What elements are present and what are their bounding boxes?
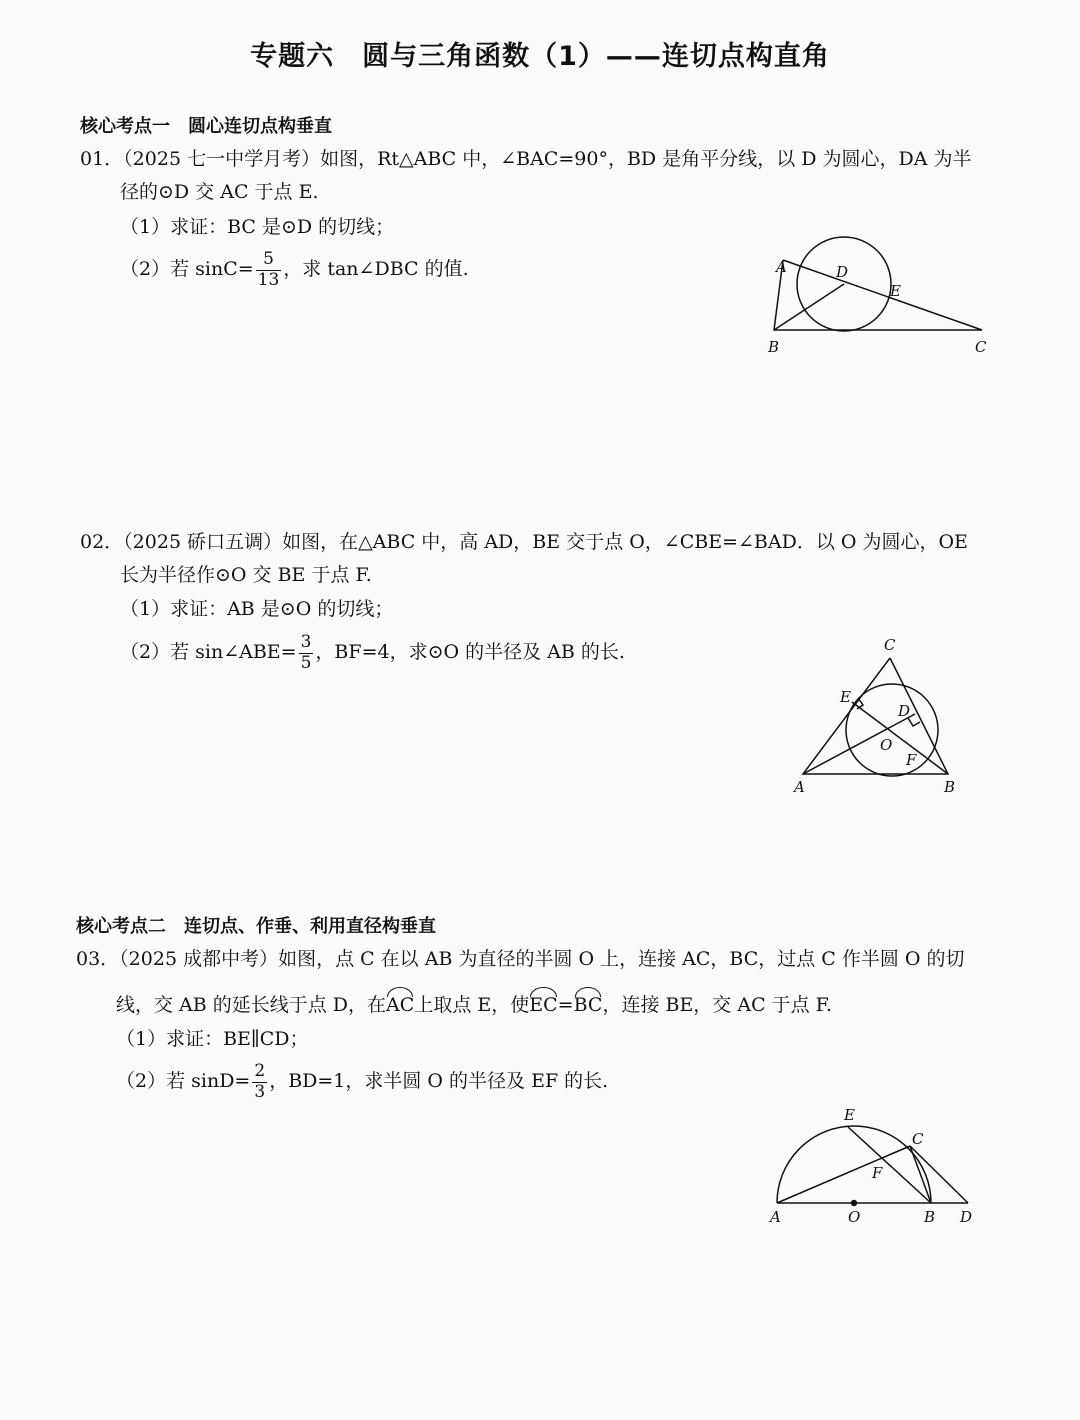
problem-1-figure bbox=[760, 230, 1000, 360]
label-b: B bbox=[944, 778, 956, 796]
circle-o bbox=[846, 684, 938, 776]
arc-bc: BC bbox=[573, 994, 603, 1016]
label-e: E bbox=[844, 1106, 855, 1124]
arc-ac: AC bbox=[386, 994, 415, 1016]
fraction-numerator: 2 bbox=[254, 1061, 266, 1081]
label-d: D bbox=[836, 263, 849, 281]
label-o: O bbox=[848, 1208, 861, 1226]
fraction-denominator: 13 bbox=[257, 269, 280, 290]
problem-1-stem-line2: 径的⊙D 交 AC 于点 E. bbox=[120, 181, 319, 203]
problem-2-q2-suffix: ，BF=4，求⊙O 的半径及 AB 的长. bbox=[315, 641, 625, 664]
segment-bc bbox=[910, 1146, 931, 1203]
problem-3-stem-line1: 03．（2025 成都中考）如图，点 C 在以 AB 为直径的半圆 O 上，连接 AC，BC，过点 C 作半圆 O 的切 bbox=[76, 948, 965, 970]
label-e: E bbox=[890, 282, 901, 300]
problem-3-question-1: （1）求证：BE∥CD； bbox=[116, 1028, 309, 1050]
equals-sign: = bbox=[557, 994, 574, 1016]
label-f: F bbox=[872, 1164, 883, 1182]
problem-3-line2-part-b: 上取点 E，使 bbox=[414, 994, 530, 1016]
problem-3-line2-part-c: ，连接 BE，交 AC 于点 F. bbox=[602, 994, 832, 1016]
label-b: B bbox=[768, 338, 780, 356]
problem-2-stem-line1: 02．（2025 硚口五调）如图，在△ABC 中，高 AD，BE 交于点 O，∠CBE=∠BAD．以 O 为圆心，OE bbox=[80, 531, 968, 553]
page-title: 专题六 圆与三角函数（1）——连切点构直角 bbox=[250, 41, 830, 72]
segment-bd bbox=[774, 284, 844, 330]
fraction-denominator: 5 bbox=[300, 652, 312, 673]
problem-3-line2-part-a: 线，交 AB 的延长线于点 D，在 bbox=[116, 994, 387, 1016]
label-c: C bbox=[912, 1130, 924, 1148]
label-d: D bbox=[898, 702, 911, 720]
center-point-o bbox=[852, 1201, 857, 1206]
problem-1-stem-line1: 01．（2025 七一中学月考）如图，Rt△ABC 中，∠BAC=90°，BD 是角平分线，以 D 为圆心，DA 为半 bbox=[80, 148, 972, 170]
fraction-numerator: 5 bbox=[256, 250, 282, 271]
problem-1-fraction bbox=[256, 250, 282, 290]
problem-1-question-2 bbox=[120, 250, 469, 290]
label-c: C bbox=[884, 636, 896, 654]
semicircle-o bbox=[777, 1126, 931, 1203]
tangent-cd bbox=[910, 1146, 968, 1203]
problem-3-question-2 bbox=[116, 1062, 608, 1102]
arc-ec: EC bbox=[529, 994, 558, 1016]
label-o: O bbox=[880, 736, 893, 754]
problem-2-stem-line2: 长为半径作⊙O 交 BE 于点 F. bbox=[120, 564, 372, 586]
label-a: A bbox=[794, 778, 805, 796]
problem-2-q2-prefix: （2）若 sin∠ABE= bbox=[120, 641, 297, 664]
triangle-abc bbox=[803, 658, 948, 774]
label-e: E bbox=[840, 688, 851, 706]
problem-2-figure bbox=[780, 630, 980, 800]
section-heading-1: 核心考点一 圆心连切点构垂直 bbox=[80, 116, 332, 137]
problem-1-q2-prefix: （2）若 sinC= bbox=[120, 258, 254, 281]
problem-2-question-2 bbox=[120, 633, 625, 673]
problem-1-q2-suffix: ，求 tan∠DBC 的值. bbox=[283, 258, 469, 281]
problem-1-question-1: （1）求证：BC 是⊙D 的切线； bbox=[120, 216, 395, 238]
problem-2-fraction bbox=[299, 633, 314, 673]
altitude-ad bbox=[803, 714, 915, 774]
label-c: C bbox=[975, 338, 987, 356]
fraction-numerator: 3 bbox=[300, 632, 312, 652]
fraction-denominator: 3 bbox=[254, 1081, 266, 1102]
problem-2-question-1: （1）求证：AB 是⊙O 的切线； bbox=[120, 598, 394, 620]
label-b: B bbox=[924, 1208, 936, 1226]
segment-ac bbox=[777, 1146, 910, 1203]
problem-3-figure bbox=[760, 1100, 990, 1240]
label-a: A bbox=[776, 258, 787, 276]
section-heading-2: 核心考点二 连切点、作垂、利用直径构垂直 bbox=[76, 916, 436, 937]
problem-3-fraction bbox=[252, 1062, 267, 1102]
problem-3-stem-line2 bbox=[116, 994, 832, 1017]
triangle-abc bbox=[774, 260, 982, 330]
problem-3-q2-prefix: （2）若 sinD= bbox=[116, 1070, 251, 1093]
problem-3-q2-suffix: ，BD=1，求半圆 O 的半径及 EF 的长. bbox=[269, 1070, 609, 1093]
label-a: A bbox=[770, 1208, 781, 1226]
label-f: F bbox=[906, 751, 917, 769]
label-d: D bbox=[960, 1208, 973, 1226]
